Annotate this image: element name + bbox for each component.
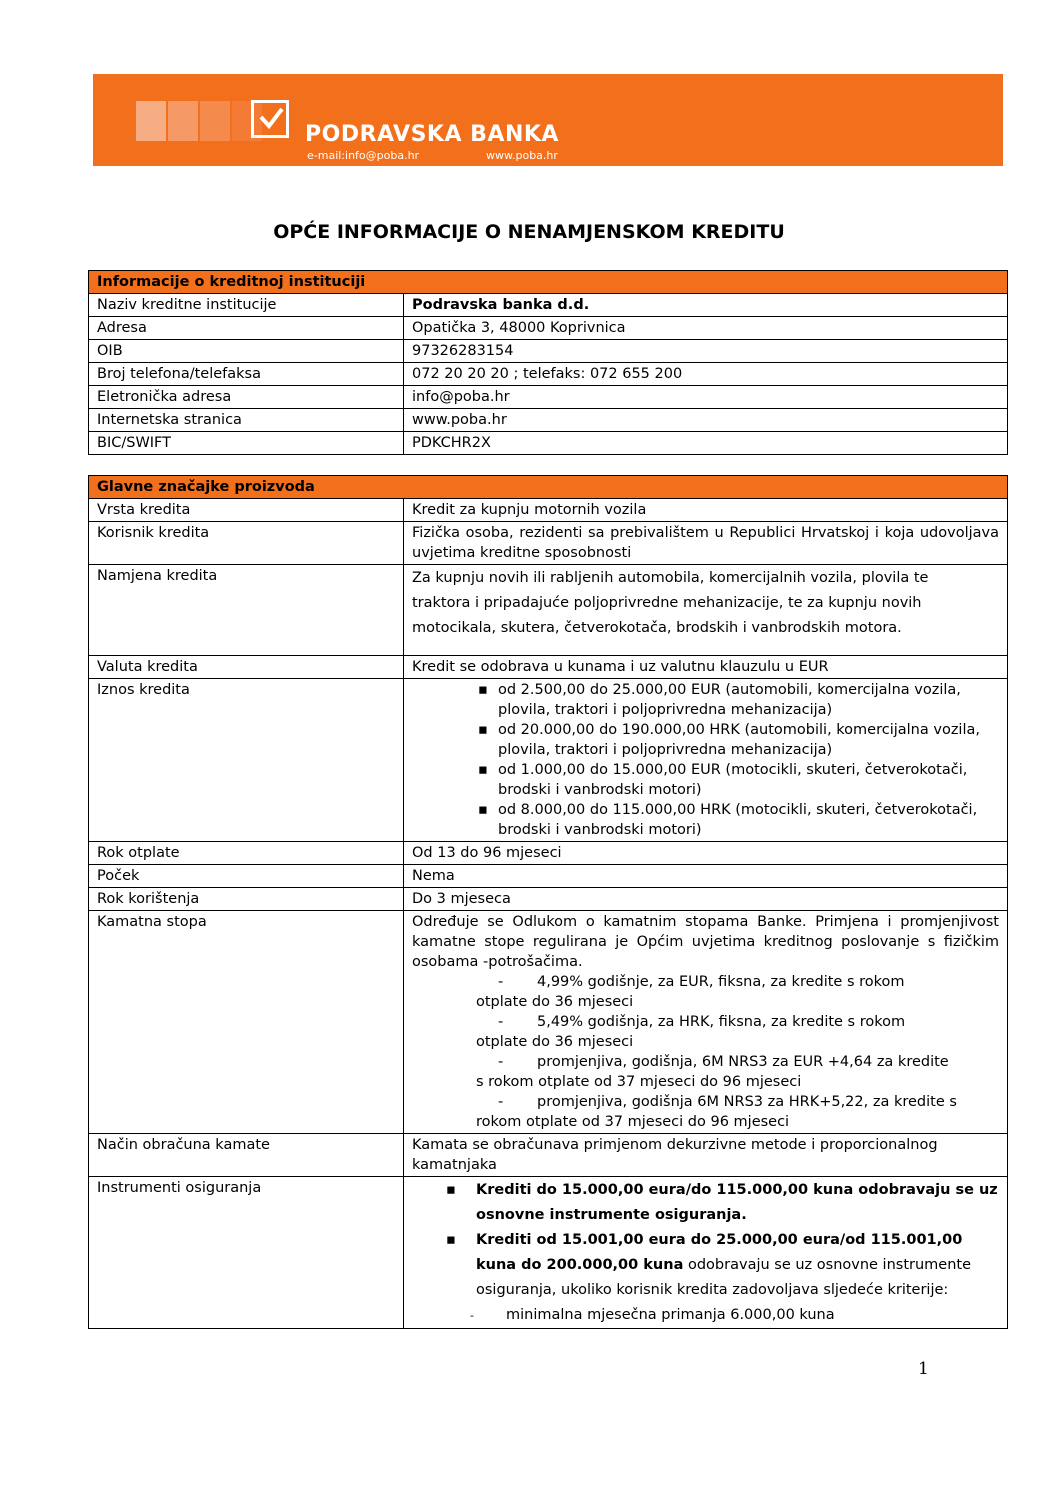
table-row [89, 865, 1008, 888]
interest-item: - 4,99% godišnje, za EUR, fiksna, za kredite s rokom otplate do 36 mjeseci [412, 972, 999, 1012]
interest-item-rest: otplate do 36 mjeseci [476, 994, 634, 1010]
row-label: Korisnik kredita [89, 522, 404, 565]
row-value [404, 679, 1008, 842]
row-label: OIB [89, 340, 404, 363]
institution-table [88, 270, 1008, 455]
row-label: Vrsta kredita [89, 499, 404, 522]
row-value: Fizička osoba, rezidenti sa prebivalištem u Republici Hrvatskoj i koja udovoljava uvjetima kreditne sposobnosti [404, 522, 1008, 565]
table-row [89, 340, 1008, 363]
row-label: Valuta kredita [89, 656, 404, 679]
table-row [89, 386, 1008, 409]
row-label: BIC/SWIFT [89, 432, 404, 455]
bank-email: e-mail:info@poba.hr [307, 149, 420, 162]
table-row [89, 1134, 1008, 1177]
list-item [476, 1228, 999, 1303]
table-row [89, 499, 1008, 522]
table-row [89, 522, 1008, 565]
table-row [89, 409, 1008, 432]
interest-item-rest: s rokom otplate od 37 mjeseci do 96 mjeseci [476, 1074, 802, 1090]
bank-header-banner [93, 74, 1003, 166]
list-item [476, 1178, 999, 1228]
document-title: OPĆE INFORMACIJE O NENAMJENSKOM KREDITU [273, 221, 785, 243]
list-item: ▪ od 20.000,00 do 190.000,00 HRK (automobili, komercijalna vozila, plovila, traktori i poljoprivredna mehanizacija) [498, 720, 999, 760]
row-value: PDKCHR2X [404, 432, 1008, 455]
row-value: Kamata se obračunava primjenom dekurzivne metode i proporcionalnog kamatnjaka [404, 1134, 1008, 1177]
row-value: Od 13 do 96 mjeseci [404, 842, 1008, 865]
interest-item-rest: otplate do 36 mjeseci [476, 1034, 634, 1050]
page-number: 1 [918, 1359, 929, 1379]
interest-item-first: promjenjiva, godišnja, 6M NRS3 za EUR +4,64 za kredite [537, 1054, 949, 1070]
product-heading: Glavne značajke proizvoda [89, 476, 1008, 499]
row-label: Rok otplate [89, 842, 404, 865]
table-row [89, 363, 1008, 386]
table-row [89, 656, 1008, 679]
table-row [89, 294, 1008, 317]
row-label: Eletronička adresa [89, 386, 404, 409]
purpose-line: motocikala, skutera, četverokotača, brodskih i vanbrodskih motora. [412, 620, 902, 636]
row-label: Način obračuna kamate [89, 1134, 404, 1177]
product-table [88, 475, 1008, 1329]
collateral-item-text: odobravaju se uz osnovne instrumente osiguranja, ukoliko korisnik kredita zadovoljava sljedeće kriterije: [476, 1257, 972, 1298]
table-row [89, 432, 1008, 455]
row-label: Adresa [89, 317, 404, 340]
row-label: Internetska stranica [89, 409, 404, 432]
list-item: ▪ od 1.000,00 do 15.000,00 EUR (motocikli, skuteri, četverokotači, brodski i vanbrodski motori) [498, 760, 999, 800]
interest-item-first: 5,49% godišnja, za HRK, fiksna, za kredite s rokom [537, 1014, 906, 1030]
row-label: Poček [89, 865, 404, 888]
collateral-criterion: - minimalna mjesečna primanja 6.000,00 kuna [476, 1303, 999, 1328]
amount-list [412, 680, 999, 840]
row-label: Namjena kredita [89, 565, 404, 656]
row-label: Broj telefona/telefaksa [89, 363, 404, 386]
row-value: Podravska banka d.d. [404, 294, 1008, 317]
interest-item-first: 4,99% godišnje, za EUR, fiksna, za kredite s rokom [537, 974, 905, 990]
purpose-line: Za kupnju novih ili rabljenih automobila, komercijalnih vozila, plovila te [412, 570, 929, 586]
row-value: www.poba.hr [404, 409, 1008, 432]
check-box-icon [251, 100, 289, 138]
table-row [89, 842, 1008, 865]
interest-item: - 5,49% godišnja, za HRK, fiksna, za kredite s rokom otplate do 36 mjeseci [412, 1012, 999, 1052]
list-item: ▪ od 8.000,00 do 115.000,00 HRK (motocikli, skuteri, četverokotači, brodski i vanbrodski motori) [498, 800, 999, 840]
row-label: Instrumenti osiguranja [89, 1177, 404, 1329]
row-value: Kredit za kupnju motornih vozila [404, 499, 1008, 522]
table-row [89, 317, 1008, 340]
table-row [89, 911, 1008, 1134]
row-value: 97326283154 [404, 340, 1008, 363]
row-value: info@poba.hr [404, 386, 1008, 409]
bank-website: www.poba.hr [486, 149, 558, 162]
row-label: Rok korištenja [89, 888, 404, 911]
row-value: Opatička 3, 48000 Koprivnica [404, 317, 1008, 340]
purpose-line: traktora i pripadajuće poljoprivredne mehanizacije, te za kupnju novih [412, 595, 922, 611]
row-value [404, 1177, 1008, 1329]
row-value: 072 20 20 20 ; telefaks: 072 655 200 [404, 363, 1008, 386]
interest-intro: Određuje se Odlukom o kamatnim stopama Banke. Primjena i promjenjivost kamatne stope regulirana je Općim uvjetima kreditnog poslovanje s fizičkim osobama -potrošačima. [412, 914, 999, 970]
institution-heading: Informacije o kreditnoj instituciji [89, 271, 1008, 294]
row-value: Kredit se odobrava u kunama i uz valutnu klauzulu u EUR [404, 656, 1008, 679]
table-row [89, 679, 1008, 842]
interest-item: - promjenjiva, godišnja, 6M NRS3 za EUR +4,64 za kredite s rokom otplate od 37 mjeseci do 96 mjeseci [412, 1052, 999, 1092]
row-label: Kamatna stopa [89, 911, 404, 1134]
interest-item-first: promjenjiva, godišnja 6M NRS3 za HRK+5,22, za kredite s [537, 1094, 957, 1110]
table-row [89, 565, 1008, 656]
list-item: ▪ od 2.500,00 do 25.000,00 EUR (automobili, komercijalna vozila, plovila, traktori i poljoprivredna mehanizacija) [498, 680, 999, 720]
row-label: Iznos kredita [89, 679, 404, 842]
table-row [89, 888, 1008, 911]
row-value: Do 3 mjeseca [404, 888, 1008, 911]
collateral-list [412, 1178, 999, 1303]
decorative-squares [136, 101, 264, 141]
table-row [89, 1177, 1008, 1329]
collateral-item-bold: Krediti do 15.000,00 eura/do 115.000,00 kuna odobravaju se uz osnovne instrumente osiguranja. [476, 1182, 998, 1223]
row-value: Nema [404, 865, 1008, 888]
bank-name: PODRAVSKA BANKA [305, 122, 559, 147]
interest-item: - promjenjiva, godišnja 6M NRS3 za HRK+5,22, za kredite s rokom otplate od 37 mjeseci do 96 mjeseci [412, 1092, 999, 1132]
collateral-item-bold: Krediti od 15.001,00 eura do 25.000,00 eura/od 115.001,00 kuna do 200.000,00 kuna [476, 1232, 963, 1273]
row-value [404, 911, 1008, 1134]
interest-item-rest: rokom otplate od 37 mjeseci do 96 mjeseci [476, 1114, 790, 1130]
row-label: Naziv kreditne institucije [89, 294, 404, 317]
row-value [404, 565, 1008, 656]
